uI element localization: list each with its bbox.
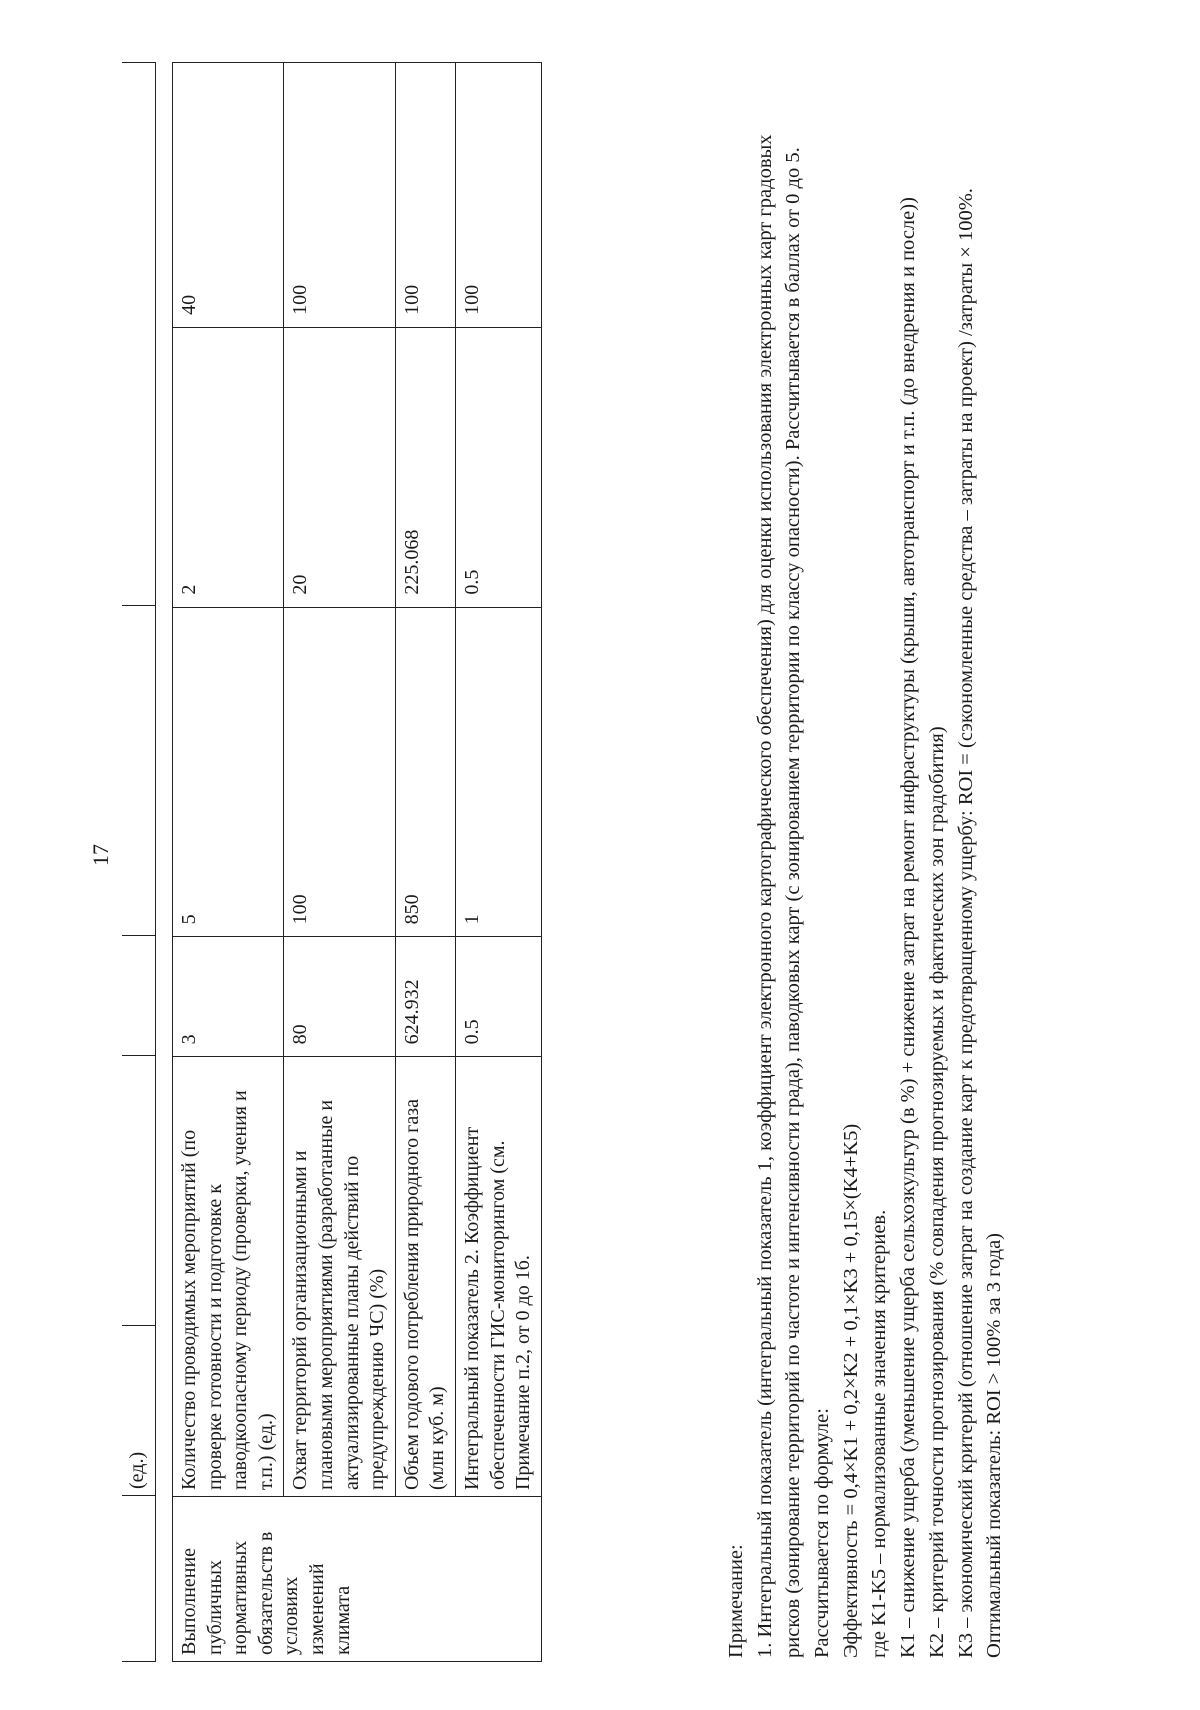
value-cell: 100 bbox=[284, 63, 395, 328]
table-row bbox=[173, 63, 284, 1662]
note-line: K3 – экономический критерий (отношение затрат на создание карт к предотвращенному ущербу: ROI = (сэкономленные средства – затраты на проект) /затраты × 100%. Оптимальный показатель: ROI > 100% за 3 года) bbox=[954, 188, 1006, 1658]
value-cell: 0.5 bbox=[455, 937, 541, 1057]
note-line: где K1-K5 – нормализованные значения критериев. bbox=[868, 1209, 891, 1658]
indicators-table bbox=[172, 62, 542, 1662]
value-cell: 850 bbox=[395, 607, 455, 937]
table-row bbox=[395, 63, 455, 1662]
value-cell: 40 bbox=[173, 63, 284, 328]
value-cell: 225.068 bbox=[395, 327, 455, 607]
notes-section bbox=[722, 78, 1009, 1658]
strip-cell bbox=[122, 936, 155, 1056]
strip-cell bbox=[122, 1056, 155, 1326]
strip-unit-cell: (ед.) bbox=[122, 1326, 155, 1496]
notes-heading: Примечание: bbox=[725, 1544, 747, 1658]
value-cell: 100 bbox=[284, 607, 395, 937]
indicator-cell: Количество проводимых мероприятий (по проверке готовности и подготовке к паводкоопасному периоду (проверки, учения и т.п.) (ед.) bbox=[173, 1057, 284, 1497]
value-cell: 624.932 bbox=[395, 937, 455, 1057]
table-row bbox=[455, 63, 541, 1662]
note-line: K2 – критерий точности прогнозирования (% совпадения прогнозируемых и фактических зон градобития) bbox=[925, 726, 948, 1658]
indicator-cell: Объем годового потребления природного газа (млн куб. м) bbox=[395, 1057, 455, 1497]
value-cell: 20 bbox=[284, 327, 395, 607]
previous-table-fragment bbox=[122, 62, 156, 1662]
value-cell: 3 bbox=[173, 937, 284, 1057]
group-label-cell: Выполнение публичных нормативных обязательств в условиях изменений климата bbox=[173, 1497, 542, 1662]
table-row bbox=[284, 63, 395, 1662]
value-cell: 100 bbox=[395, 63, 455, 328]
value-cell: 0.5 bbox=[455, 327, 541, 607]
note-line: Эффективность = 0,4×K1 + 0,2×K2 + 0,1×K3 + 0,15×(K4+K5) bbox=[839, 1123, 862, 1658]
value-cell: 1 bbox=[455, 607, 541, 937]
indicator-cell: Охват территорий организационными и плановыми мероприятиями (разработанные и актуализированные планы действий по предупреждению ЧС) (%) bbox=[284, 1057, 395, 1497]
value-cell: 100 bbox=[455, 63, 541, 328]
note-line: K1 – снижение ущерба (уменьшение ущерба сельхозкультур (в %) + снижение затрат на ремонт инфраструктуры (крыши, автотранспорт и т.п. (до внедрения и после)) bbox=[897, 197, 920, 1658]
indicator-cell: Интегральный показатель 2. Коэффициент обеспеченности ГИС-мониторингом (см. Примечание п.2, от 0 до 1б. bbox=[455, 1057, 541, 1497]
value-cell: 80 bbox=[284, 937, 395, 1057]
value-cell: 5 bbox=[173, 607, 284, 937]
strip-cell bbox=[122, 606, 155, 936]
page-number: 17 bbox=[88, 844, 113, 866]
value-cell: 2 bbox=[173, 327, 284, 607]
strip-cell bbox=[122, 326, 155, 606]
note-line: 1. Интегральный показатель (интегральный показатель 1, коэффициент электронного картографического обеспечения) для оценки использования электронных карт градовых рисков (зонирование территорий по частоте и интенсивности града), паводковых карт (с зонированием территории по классу опасности). Рассчитывается в баллах от 0 до 5. bbox=[753, 134, 805, 1658]
note-line: Рассчитывается по формуле: bbox=[811, 1408, 834, 1658]
